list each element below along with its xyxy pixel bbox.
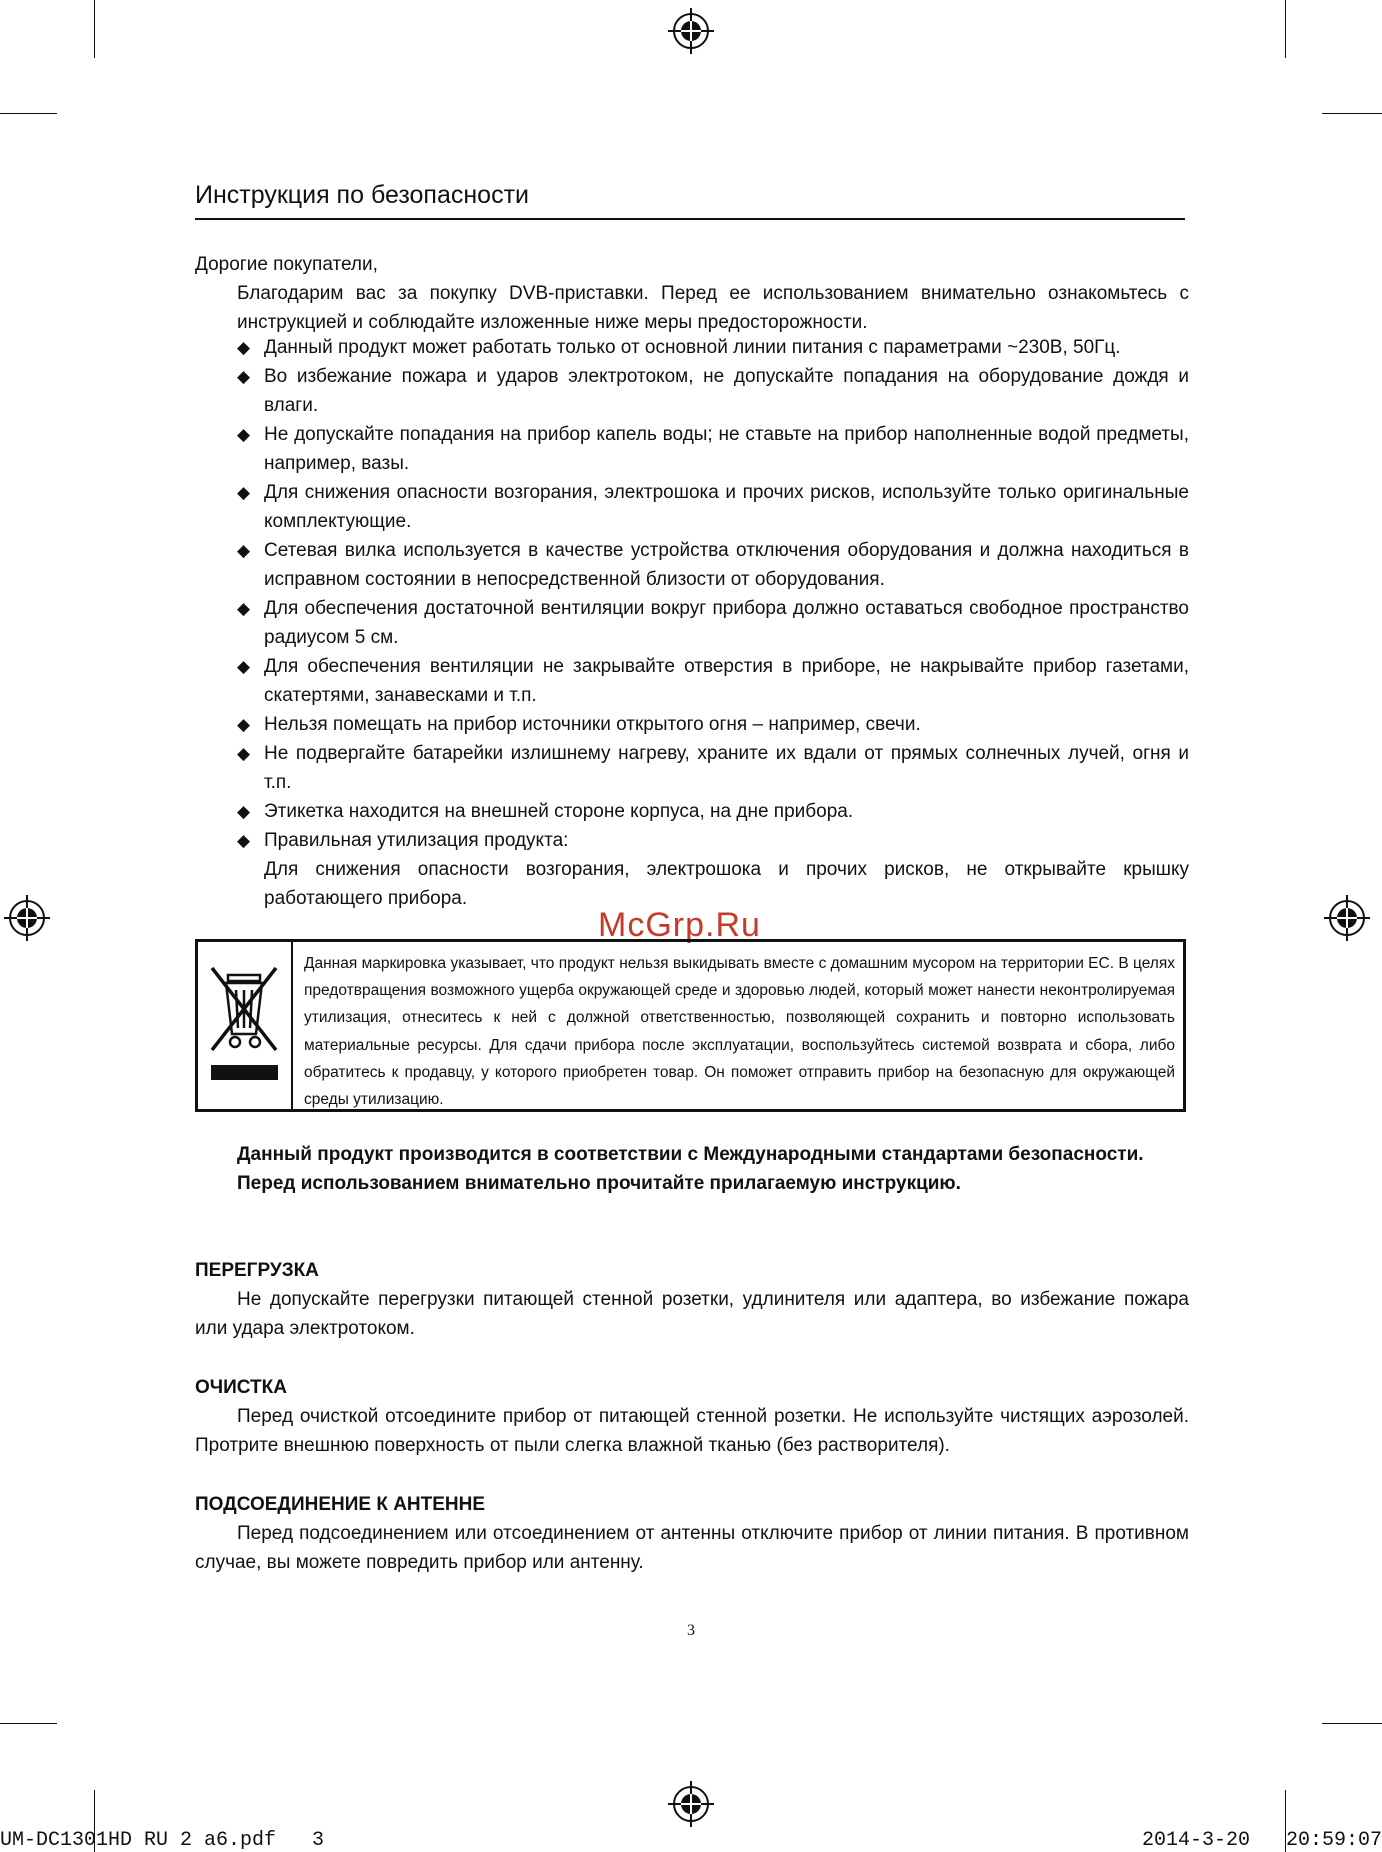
list-item: ◆ Не допускайте попадания на прибор капель воды; не ставьте на прибор наполненные водой предметы, например, вазы.: [237, 420, 1189, 478]
crop-mark: [94, 0, 95, 58]
diamond-bullet-icon: ◆: [237, 541, 251, 560]
weee-bin-icon: [198, 942, 293, 1109]
page-number: 3: [687, 1622, 695, 1639]
diamond-bullet-icon: ◆: [237, 831, 251, 850]
section-antenna: [195, 1490, 1189, 1577]
standards-line-2: Перед использованием внимательно прочитайте прилагаемую инструкцию.: [237, 1173, 961, 1194]
section-heading: ОЧИСТКА: [195, 1377, 287, 1398]
list-item: ◆ Для снижения опасности возгорания, электрошока и прочих рисков, используйте только оригинальные комплектующие.: [237, 478, 1189, 536]
crop-mark: [0, 1723, 57, 1724]
section-heading: ПОДСОЕДИНЕНИЕ К АНТЕННЕ: [195, 1494, 486, 1515]
list-item: ◆ Нельзя помещать на прибор источники открытого огня – например, свечи.: [237, 710, 1189, 739]
section-overload: [195, 1256, 1189, 1343]
crop-mark: [1322, 1723, 1382, 1724]
section-text: Перед подсоединением или отсоединением от антенны отключите прибор от линии питания. В противном случае, вы можете повредить прибор или антенну.: [195, 1523, 1189, 1573]
crop-mark: [1285, 0, 1286, 58]
disposal-note: Для снижения опасности возгорания, электрошока и прочих рисков, не открывайте крышку работающего прибора.: [264, 859, 1189, 909]
section-text: Не допускайте перегрузки питающей стенной розетки, удлинителя или адаптера, во избежание пожара или удара электротоком.: [195, 1289, 1189, 1339]
list-item: ◆ Правильная утилизация продукта: Для снижения опасности возгорания, электрошока и прочих рисков, не открывайте крышку работающего прибора.: [237, 826, 1189, 913]
list-item: ◆ Для обеспечения достаточной вентиляции вокруг прибора должно оставаться свободное пространство радиусом 5 см.: [237, 594, 1189, 652]
registration-mark-icon: [2, 893, 52, 943]
section-heading: ПЕРЕГРУЗКА: [195, 1260, 319, 1281]
greeting: Дорогие покупатели,: [195, 254, 378, 275]
list-item: ◆ Данный продукт может работать только от основной линии питания с параметрами ~230В, 50Гц.: [237, 333, 1189, 362]
registration-mark-icon: [666, 6, 716, 56]
list-item: ◆ Не подвергайте батарейки излишнему нагреву, храните их вдали от прямых солнечных лучей, огня и т.п.: [237, 739, 1189, 797]
diamond-bullet-icon: ◆: [237, 744, 251, 763]
diamond-bullet-icon: ◆: [237, 657, 251, 676]
crop-mark: [1322, 113, 1382, 114]
diamond-bullet-icon: ◆: [237, 367, 251, 386]
safety-list: [237, 333, 1189, 913]
page-title: Инструкция по безопасности: [195, 180, 1185, 220]
diamond-bullet-icon: ◆: [237, 802, 251, 821]
list-item: ◆ Во избежание пожара и ударов электротоком, не допускайте попадания на оборудование дождя и влаги.: [237, 362, 1189, 420]
footer-file-info: UM-DC1301HD RU 2 a6.pdf 3: [0, 1829, 325, 1852]
standards-note: [195, 1140, 1189, 1198]
footer-datetime: 2014-3-20 20:59:07: [1141, 1829, 1382, 1852]
crop-mark: [0, 113, 57, 114]
list-item: ◆ Сетевая вилка используется в качестве устройства отключения оборудования и должна находиться в исправном состоянии в непосредственной близости от оборудования.: [237, 536, 1189, 594]
standards-line-1: Данный продукт производится в соответствии с Международными стандартами безопасности.: [237, 1144, 1144, 1165]
weee-notice-box: [195, 939, 1186, 1112]
registration-mark-icon: [1322, 893, 1372, 943]
diamond-bullet-icon: ◆: [237, 599, 251, 618]
weee-text: Данная маркировка указывает, что продукт нельзя выкидывать вместе с домашним мусором на территории ЕС. В целях предотвращения возможного ущерба окружающей среде и здоровью людей, который может нанести неконтролируемая утилизация, отнеситесь к ней с должной ответственностью, позволяющей сохранить и повторно использовать материальные ресурсы. Для сдачи прибора после эксплуатации, воспользуйтесь системой возврата и сбора, либо обратитесь к продавцу, у которого приобретен товар. Он поможет отправить прибор на безопасную для окружающей среды утилизацию.: [304, 955, 1175, 1109]
registration-mark-icon: [666, 1779, 716, 1829]
diamond-bullet-icon: ◆: [237, 715, 251, 734]
list-item: ◆ Для обеспечения вентиляции не закрывайте отверстия в приборе, не накрывайте прибор газетами, скатертями, занавесками и т.п.: [237, 652, 1189, 710]
diamond-bullet-icon: ◆: [237, 483, 251, 502]
watermark: McGrp.Ru: [598, 906, 761, 944]
section-cleaning: [195, 1373, 1189, 1460]
diamond-bullet-icon: ◆: [237, 338, 251, 357]
diamond-bullet-icon: ◆: [237, 425, 251, 444]
list-item: ◆ Этикетка находится на внешней стороне корпуса, на дне прибора.: [237, 797, 1189, 826]
intro-paragraph: Благодарим вас за покупку DVB-приставки. Перед ее использованием внимательно ознакомьтесь с инструкцией и соблюдайте изложенные ниже меры предосторожности.: [237, 283, 1189, 333]
section-text: Перед очисткой отсоедините прибор от питающей стенной розетки. Не используйте чистящих аэрозолей. Протрите внешнюю поверхность от пыли слегка влажной тканью (без растворителя).: [195, 1406, 1189, 1456]
